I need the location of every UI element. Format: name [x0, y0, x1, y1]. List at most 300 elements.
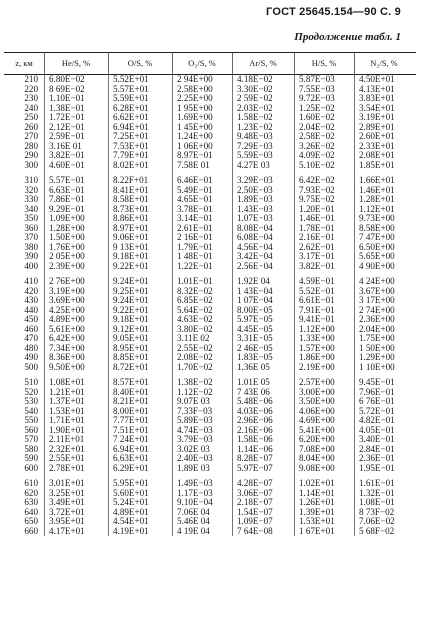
- cell-h: 5.52E−01: [299, 285, 335, 296]
- cell-o2: 9.10E−04: [177, 497, 213, 507]
- cell-n2: 1.28E+01: [359, 194, 395, 204]
- cell-o: 4.54E+01: [113, 516, 149, 526]
- cell-o2: 3.02E 03: [177, 443, 210, 454]
- cell-he: 1.50E+00: [49, 232, 85, 242]
- cell-n2: 7.06E−02: [359, 516, 395, 526]
- cell-altitude: 410: [24, 276, 38, 286]
- cell-altitude: 430: [24, 295, 38, 305]
- cell-o: 6.28E+01: [113, 102, 149, 113]
- col-header-altitude: z, км: [15, 58, 33, 68]
- cell-he: 3.01E+01: [49, 478, 85, 488]
- cell-o2: 6.85E−02: [177, 295, 213, 305]
- cell-ar: 3.31E−05: [237, 333, 273, 343]
- cell-n2: 4.82E−01: [359, 415, 395, 425]
- cell-he: 3.72E+01: [49, 506, 85, 517]
- column-divider: [44, 75, 45, 536]
- column-divider: [108, 75, 109, 536]
- cell-he: 3.19E+00: [49, 285, 85, 296]
- cell-altitude: 280: [24, 140, 38, 151]
- cell-o2: 4 19E 04: [177, 525, 210, 536]
- cell-ar: 2.18E−07: [237, 497, 273, 507]
- cell-n2: 3.54E+01: [359, 102, 395, 113]
- cell-n2: 1.46E+01: [359, 184, 395, 195]
- cell-o2: 5.64E−02: [177, 304, 213, 315]
- cell-o: 8.73E+01: [113, 203, 149, 214]
- cell-he: 9.50E+00: [49, 361, 85, 372]
- cell-o: 9.25E+01: [113, 285, 149, 296]
- column-divider: [232, 75, 233, 536]
- cell-he: 1.08E+01: [49, 377, 85, 387]
- cell-altitude: 210: [24, 74, 38, 84]
- cell-o2: 1.01E−01: [177, 276, 213, 286]
- cell-h: 6.61E−01: [299, 295, 335, 305]
- cell-he: 1.10E−01: [49, 93, 85, 103]
- cell-altitude: 390: [24, 251, 38, 261]
- cell-ar: 6.08E−04: [237, 232, 273, 242]
- cell-h: 1 67E+01: [299, 525, 335, 536]
- cell-h: 1.25E−02: [299, 102, 335, 113]
- cell-o: 6.62E+01: [113, 112, 149, 122]
- cell-h: 5.41E+00: [299, 424, 335, 435]
- cell-altitude: 300: [24, 159, 38, 170]
- cell-he: 5.57E−01: [49, 175, 85, 185]
- cell-ar: 1.23E−02: [237, 121, 273, 132]
- cell-he: 6.63E−01: [49, 184, 85, 195]
- cell-o: 6.29E+01: [113, 462, 149, 473]
- cell-h: 4.06E+00: [299, 405, 335, 416]
- cell-h: 1.02E+01: [299, 478, 335, 488]
- col-header-he: He/S, %: [44, 53, 108, 74]
- cell-o2: 2 94E+00: [177, 74, 213, 84]
- cell-o: 5.95E+01: [113, 478, 149, 488]
- cell-n2: 1.12E+01: [359, 203, 395, 214]
- cell-he: 1.90E+01: [49, 424, 85, 435]
- cell-o2: 2 16E−01: [177, 232, 213, 242]
- cell-altitude: 290: [24, 150, 38, 160]
- cell-o2: 6.46E−01: [177, 175, 213, 185]
- cell-n2: 3.67E+00: [359, 285, 395, 296]
- cell-ar: 7.29E−03: [237, 140, 273, 151]
- cell-h: 3.17E−01: [299, 251, 335, 261]
- cell-o2: 3.14E−01: [177, 213, 213, 223]
- col-header-o2: O₂/S, %: [172, 53, 232, 74]
- cell-altitude: 460: [24, 323, 38, 334]
- cell-n2: 3 17E+00: [359, 295, 395, 305]
- cell-h: 9.08E+00: [299, 462, 335, 473]
- cell-ar: 1.89E−03: [237, 194, 273, 204]
- page-header: ГОСТ 25645.154—90 С. 9: [266, 6, 401, 18]
- cell-n2: 9.73E+00: [359, 213, 395, 223]
- cell-o2: 4.74E−03: [177, 424, 213, 435]
- cell-altitude: 220: [24, 83, 38, 94]
- cell-n2: 3.19E+01: [359, 112, 395, 122]
- cell-h: 1.57E+00: [299, 342, 335, 353]
- cell-ar: 4.56E−04: [237, 241, 273, 252]
- cell-he: 2 76E+00: [49, 276, 85, 286]
- cell-o: 4.89E+01: [113, 506, 149, 517]
- cell-ar: 2.96E−06: [237, 415, 273, 425]
- cell-altitude: 260: [24, 121, 38, 132]
- cell-n2: 2.84E−01: [359, 443, 395, 454]
- cell-h: 6.20E+00: [299, 434, 335, 444]
- cell-h: 6.42E−02: [299, 175, 335, 185]
- cell-ar: 1 43E−04: [237, 285, 273, 296]
- cell-he: 4.17E+01: [49, 525, 85, 536]
- cell-o2: 1.17E−03: [177, 487, 213, 498]
- cell-o: 8.72E+01: [113, 361, 149, 372]
- cell-o2: 5.49E−01: [177, 184, 213, 195]
- cell-he: 3.95E+01: [49, 516, 85, 526]
- cell-o: 8.00E+01: [113, 405, 149, 416]
- cell-h: 1.33E+00: [299, 333, 335, 343]
- cell-he: 2.12E−01: [49, 121, 85, 132]
- cell-altitude: 400: [24, 260, 38, 271]
- cell-altitude: 550: [24, 415, 38, 425]
- cell-h: 8.04E+00: [299, 453, 335, 463]
- cell-n2: 2.60E+01: [359, 131, 395, 141]
- cell-ar: 1.54E−07: [237, 506, 273, 517]
- cell-o2: 4.65E−01: [177, 194, 213, 204]
- cell-ar: 1.14E−06: [237, 443, 273, 454]
- cell-he: 2.55E+01: [49, 453, 85, 463]
- cell-o: 6.63E+01: [113, 453, 149, 463]
- cell-h: 3.50E+00: [299, 396, 335, 406]
- cell-h: 3.26E−02: [299, 140, 335, 151]
- cell-altitude: 620: [24, 487, 38, 498]
- cell-he: 6.80E−02: [49, 74, 85, 84]
- cell-o2: 5.89E−03: [177, 415, 213, 425]
- cell-ar: 4.03E−06: [237, 405, 273, 416]
- cell-altitude: 660: [24, 525, 38, 536]
- cell-altitude: 560: [24, 424, 38, 435]
- cell-o: 7 24E+01: [113, 434, 149, 444]
- cell-o2: 7.06E 04: [177, 506, 210, 517]
- cell-n2: 1.29E+00: [359, 352, 395, 362]
- cell-o: 7.53E+01: [113, 140, 149, 151]
- cell-he: 2.32E+01: [49, 443, 85, 454]
- cell-ar: 4.45E−05: [237, 323, 273, 334]
- cell-n2: 2.36E−01: [359, 453, 395, 463]
- cell-ar: 1.83E−05: [237, 352, 273, 362]
- cell-he: 3.16E 01: [49, 140, 82, 151]
- cell-n2: 1 50E+00: [359, 342, 395, 353]
- cell-h: 9.75E−02: [299, 194, 335, 204]
- cell-he: 2.39E+00: [49, 260, 85, 271]
- cell-h: 5.10E−02: [299, 159, 335, 170]
- cell-o2: 1.12E−02: [177, 386, 213, 397]
- cell-o2: 1 95E+00: [177, 102, 213, 113]
- cell-h: 1.26E+01: [299, 497, 335, 507]
- cell-h: 3.00E+00: [299, 386, 335, 397]
- cell-he: 3.25E+01: [49, 487, 85, 498]
- cell-ar: 1.58E−02: [237, 112, 273, 122]
- cell-altitude: 370: [24, 232, 38, 242]
- cell-o: 9.05E+01: [113, 333, 149, 343]
- cell-o: 8.85E+01: [113, 352, 149, 362]
- cell-n2: 4.13E+01: [359, 83, 395, 94]
- cell-o: 5.52E+01: [113, 74, 149, 84]
- cell-h: 4.69E+00: [299, 415, 335, 425]
- cell-ar: 8.08E−04: [237, 222, 273, 233]
- cell-o: 8.41E+01: [113, 184, 149, 195]
- cell-altitude: 240: [24, 102, 38, 113]
- cell-n2: 2.04E+00: [359, 323, 395, 334]
- cell-n2: 6 76E−01: [359, 396, 395, 406]
- cell-he: 1.72E−01: [49, 112, 85, 122]
- cell-he: 4.89E+00: [49, 314, 85, 324]
- cell-he: 7.86E−01: [49, 194, 85, 204]
- cell-ar: 1.36E 05: [237, 361, 270, 372]
- cell-o2: 1.22E−01: [177, 260, 213, 271]
- cell-h: 7.93E−02: [299, 184, 335, 195]
- cell-h: 7.55E−03: [299, 83, 335, 94]
- cell-o: 9 13E+01: [113, 241, 149, 252]
- cell-o: 9.22E+01: [113, 260, 149, 271]
- table-body: [4, 75, 416, 536]
- cell-ar: 1.09E−07: [237, 516, 273, 526]
- cell-n2: 1 10E+00: [359, 361, 395, 372]
- cell-he: 9.29E−01: [49, 203, 85, 214]
- cell-ar: 4.18E−02: [237, 74, 273, 84]
- cell-n2: 8 73F−02: [359, 506, 395, 517]
- column-divider: [354, 75, 355, 536]
- cell-n2: 4 90E+00: [359, 260, 395, 271]
- cell-he: 2.11E+01: [49, 434, 85, 444]
- cell-o2: 1 06E+00: [177, 140, 213, 151]
- cell-altitude: 580: [24, 443, 38, 454]
- cell-he: 1.38E−01: [49, 102, 85, 113]
- cell-altitude: 470: [24, 333, 38, 343]
- cell-he: 4.25E+00: [49, 304, 85, 315]
- cell-altitude: 320: [24, 184, 38, 195]
- cell-o2: 1.38E−02: [177, 377, 213, 387]
- cell-h: 1.86E+00: [299, 352, 335, 362]
- cell-o: 5.60E+01: [113, 487, 149, 498]
- cell-altitude: 630: [24, 497, 38, 507]
- cell-ar: 5.97E−07: [237, 462, 273, 473]
- cell-altitude: 500: [24, 361, 38, 372]
- cell-o: 9.24E+01: [113, 295, 149, 305]
- cell-h: 7.91E−01: [299, 304, 335, 315]
- cell-o2: 2.40E−03: [177, 453, 213, 463]
- cell-altitude: 340: [24, 203, 38, 214]
- cell-he: 1.71E+01: [49, 415, 85, 425]
- cell-he: 2 05E+00: [49, 251, 85, 261]
- cell-ar: 2 59E−02: [237, 93, 273, 103]
- cell-altitude: 590: [24, 453, 38, 463]
- cell-he: 7.34E+00: [49, 342, 85, 353]
- data-table: [4, 52, 416, 536]
- cell-o2: 8.97E−01: [177, 150, 213, 160]
- cell-altitude: 440: [24, 304, 38, 315]
- cell-n2: 1.75E+00: [359, 333, 395, 343]
- cell-he: 3.49E+01: [49, 497, 85, 507]
- cell-ar: 3.29E−03: [237, 175, 273, 185]
- cell-o: 9.24E+01: [113, 276, 149, 286]
- cell-n2: 2.36E+00: [359, 314, 395, 324]
- cell-o: 9.22E+01: [113, 304, 149, 315]
- cell-n2: 1.66E+01: [359, 175, 395, 185]
- cell-o2: 8.32E−02: [177, 285, 213, 296]
- col-header-o: O/S, %: [108, 53, 172, 74]
- cell-n2: 4.05E−01: [359, 424, 395, 435]
- cell-o: 7.51E+01: [113, 424, 149, 435]
- cell-o2: 2.55E−02: [177, 342, 213, 353]
- cell-o: 8.86E+01: [113, 213, 149, 223]
- cell-o: 8.97E+01: [113, 222, 149, 233]
- cell-n2: 2.33E+01: [359, 140, 395, 151]
- cell-n2: 1.95E−01: [359, 462, 395, 473]
- cell-o: 7.77E+01: [113, 415, 149, 425]
- cell-o: 8.21E+01: [113, 396, 149, 406]
- cell-o2: 2.08E−02: [177, 352, 213, 362]
- cell-n2: 1.61E−01: [359, 478, 395, 488]
- cell-altitude: 450: [24, 314, 38, 324]
- cell-ar: 2.56E−04: [237, 260, 273, 271]
- cell-o: 8.57E+01: [113, 377, 149, 387]
- cell-ar: 1.01E 05: [237, 377, 270, 387]
- table-continuation-label: Продолжение табл. 1: [294, 31, 401, 43]
- cell-o2: 9.07E 03: [177, 396, 210, 406]
- cell-altitude: 480: [24, 342, 38, 353]
- cell-he: 2.59E−01: [49, 131, 85, 141]
- cell-n2: 1.32E−01: [359, 487, 395, 498]
- cell-h: 1.60E−02: [299, 112, 335, 122]
- cell-ar: 5.48E−06: [237, 396, 273, 406]
- cell-o: 6.94E+01: [113, 121, 149, 132]
- cell-altitude: 540: [24, 405, 38, 416]
- cell-ar: 2.03E−02: [237, 102, 273, 113]
- cell-o2: 1.79E−01: [177, 241, 213, 252]
- cell-h: 5.87E−03: [299, 74, 335, 84]
- cell-n2: 5.72E−01: [359, 405, 395, 416]
- cell-o2: 2.58E+00: [177, 83, 213, 94]
- cell-altitude: 360: [24, 222, 38, 233]
- cell-ar: 5.59E−03: [237, 150, 273, 160]
- cell-o: 8.22F+01: [113, 175, 149, 185]
- cell-altitude: 380: [24, 241, 38, 252]
- cell-altitude: 350: [24, 213, 38, 223]
- cell-h: 9.72E−03: [299, 93, 335, 103]
- cell-n2: 8.58E+00: [359, 222, 395, 233]
- cell-altitude: 520: [24, 386, 38, 397]
- cell-h: 4.59E−01: [299, 276, 335, 286]
- table-header-row: [4, 53, 416, 75]
- cell-n2: 7.96E−01: [359, 386, 395, 397]
- cell-he: 2.78E+01: [49, 462, 85, 473]
- cell-ar: 1 07E−04: [237, 295, 273, 305]
- cell-h: 1.78E−01: [299, 222, 335, 233]
- cell-ar: 3.30E−02: [237, 83, 273, 94]
- cell-ar: 1.92E 04: [237, 276, 270, 286]
- cell-he: 1.37E+01: [49, 396, 85, 406]
- cell-n2: 9.45E−01: [359, 377, 395, 387]
- cell-o2: 1.70E−02: [177, 361, 213, 372]
- col-header-ar: Ar/S, %: [232, 53, 294, 74]
- cell-altitude: 270: [24, 131, 38, 141]
- cell-he: 3.82E−01: [49, 150, 85, 160]
- cell-h: 2.04E−02: [299, 121, 335, 132]
- cell-h: 7.08E+00: [299, 443, 335, 454]
- cell-h: 3.82E−01: [299, 260, 335, 271]
- cell-o2: 3.79E−03: [177, 434, 213, 444]
- cell-altitude: 600: [24, 462, 38, 473]
- cell-h: 1.39E+01: [299, 506, 335, 517]
- cell-n2: 1.08E−01: [359, 497, 395, 507]
- cell-h: 1.53E+01: [299, 516, 335, 526]
- cell-h: 1.46E−01: [299, 213, 335, 223]
- cell-ar: 3.06E−07: [237, 487, 273, 498]
- cell-o2: 3.78E−01: [177, 203, 213, 214]
- cell-o2: 7.33F−03: [177, 405, 213, 416]
- cell-n2: 3.83E+01: [359, 93, 395, 103]
- cell-h: 2.16E−01: [299, 232, 335, 242]
- cell-altitude: 640: [24, 506, 38, 517]
- cell-he: 4.60E−01: [49, 159, 85, 170]
- cell-n2: 3.40E−01: [359, 434, 395, 444]
- cell-altitude: 310: [24, 175, 38, 185]
- cell-altitude: 490: [24, 352, 38, 362]
- cell-h: 2.62E−01: [299, 241, 335, 252]
- cell-he: 1.53E+01: [49, 405, 85, 416]
- cell-o2: 1.69E+00: [177, 112, 213, 122]
- cell-ar: 1.43E−03: [237, 203, 273, 214]
- cell-o2: 3.11E 02: [177, 333, 210, 343]
- cell-o: 9.18E+01: [113, 251, 149, 261]
- cell-ar: 7 64E−08: [237, 525, 273, 536]
- cell-o: 5.57E+01: [113, 83, 149, 94]
- cell-ar: 8.28E−07: [237, 453, 273, 463]
- cell-o: 7.25E+01: [113, 131, 149, 141]
- cell-he: 1.21E+01: [49, 386, 85, 397]
- cell-o2: 4.63E−02: [177, 314, 213, 324]
- cell-h: 2.57E+00: [299, 377, 335, 387]
- cell-o: 4.19E+01: [113, 525, 149, 536]
- cell-n2: 1.85E+01: [359, 159, 395, 170]
- cell-n2: 6.50E+00: [359, 241, 395, 252]
- cell-h: 9.41E−01: [299, 314, 335, 324]
- col-header-h: H/S, %: [294, 53, 354, 74]
- cell-he: 8.36E+00: [49, 352, 85, 362]
- cell-o2: 2.25E+00: [177, 93, 213, 103]
- cell-he: 1.76E+00: [49, 241, 85, 252]
- cell-o2: 1 48E−01: [177, 251, 213, 261]
- cell-ar: 5.97E−05: [237, 314, 273, 324]
- column-divider: [294, 75, 295, 536]
- cell-h: 1.20E−01: [299, 203, 335, 214]
- cell-o: 9.12E+01: [113, 323, 149, 334]
- cell-o: 8.40E+01: [113, 386, 149, 397]
- cell-o: 9.06E+01: [113, 232, 149, 242]
- cell-ar: 9.48E−03: [237, 131, 273, 141]
- cell-altitude: 250: [24, 112, 38, 122]
- cell-he: 1.28E+00: [49, 222, 85, 233]
- cell-n2: 4.50E+01: [359, 74, 395, 84]
- cell-ar: 4.28E−07: [237, 478, 273, 488]
- cell-o2: 1.49E−03: [177, 478, 213, 488]
- cell-o: 8.02E+01: [113, 159, 149, 170]
- cell-o: 9.18E+01: [113, 314, 149, 324]
- cell-ar: 1.07E−03: [237, 213, 273, 223]
- cell-ar: 8.00E−05: [237, 304, 273, 315]
- cell-altitude: 510: [24, 377, 38, 387]
- cell-o2: 2.61E−01: [177, 222, 213, 233]
- cell-he: 1.09E+00: [49, 213, 85, 223]
- cell-ar: 4.27E 03: [237, 159, 270, 170]
- cell-ar: 2 46E−05: [237, 342, 273, 353]
- cell-he: 5.61E+00: [49, 323, 85, 334]
- cell-n2: 2.89E+01: [359, 121, 395, 132]
